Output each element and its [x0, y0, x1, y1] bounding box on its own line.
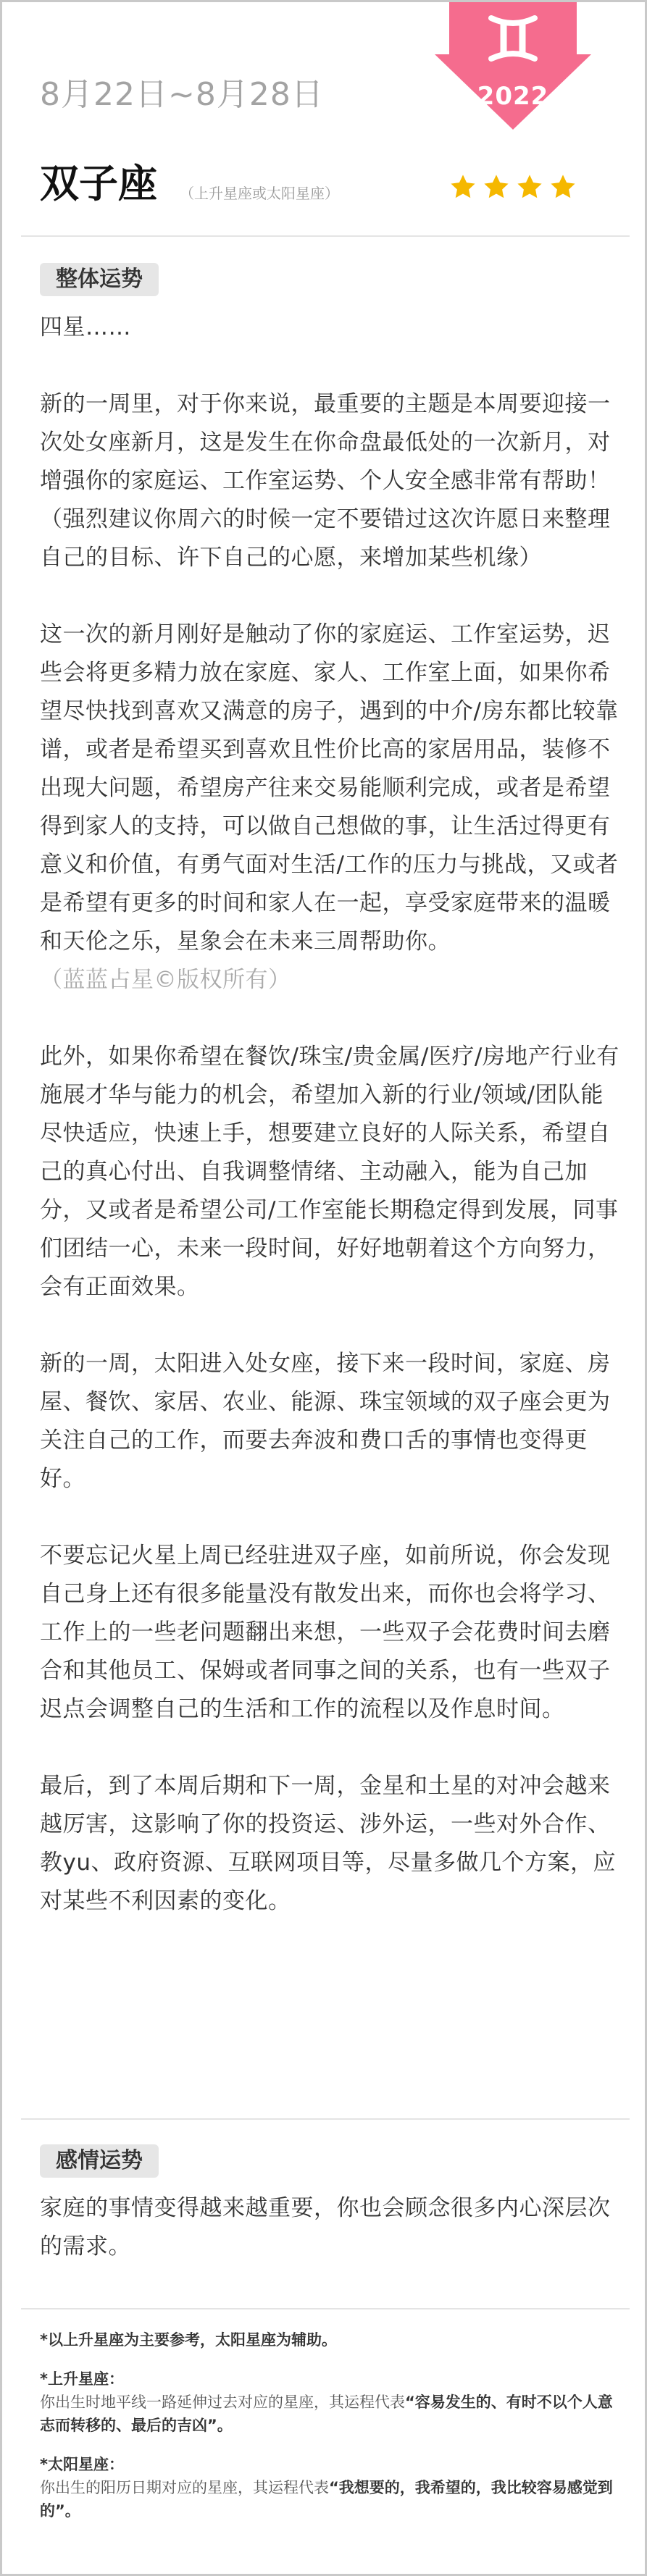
date-range: 8月22日~8月28日: [40, 76, 324, 113]
rating-stars: [449, 173, 577, 201]
sign-subtitle: （上升星座或太阳星座）: [180, 185, 339, 202]
header-divider: [21, 235, 630, 237]
overall-paragraph-1: 新的一周里，对于你来说，最重要的主题是本周要迎接一次处女座新月，这是发生在你命盘最低处的一次新月，对增强你的家庭运、工作室运势、个人安全感非常有帮助！（强烈建议你周六的时候一定不要错过这次许愿日来整理自己的目标、许下自己的心愿，来增加某些机缘）: [40, 391, 611, 571]
notes: [40, 2328, 619, 2538]
overall-tag: 整体运势: [40, 263, 159, 296]
star-icon: [549, 173, 577, 201]
badge-year: 2022: [477, 82, 549, 111]
ascendant-quote: “容易发生的、有时不以个人意志而转移的、最后的吉凶”。: [40, 2394, 613, 2434]
star-icon: [483, 173, 510, 201]
overall-paragraph-2: 这一次的新月刚好是触动了你的家庭运、工作室运势，迟些会将更多精力放在家庭、家人、工作室上面，如果你希望尽快找到喜欢又满意的房子，遇到的中介/房东都比较靠谱，或者是希望买到喜欢且性价比高的家居用品，装修不出现大问题，希望房产往来交易能顺利完成，或者是希望得到家人的支持，可以做自己想做的事，让生活过得更有意义和价值，有勇气面对生活/工作的压力与挑战，又或者是希望有更多的时间和家人在一起，享受家庭带来的温暖和天伦之乐，星象会在未来三周帮助你。: [40, 621, 619, 955]
gemini-badge: [435, 2, 591, 130]
ascendant-text: 你出生时地平线一路延伸过去对应的星座，其运程代表: [40, 2394, 405, 2411]
love-text: [40, 2189, 619, 2266]
sun-title: *太阳星座：: [40, 2456, 124, 2473]
gemini-icon: [484, 9, 542, 67]
notes-main: *以上升星座为主要参考，太阳星座为辅助。: [40, 2331, 337, 2349]
section-divider: [21, 2118, 630, 2120]
love-paragraph-1: 家庭的事情变得越来越重要，你也会顾念很多内心深层次的需求。: [40, 2195, 611, 2260]
overall-text: [40, 309, 619, 1921]
sun-note: [40, 2453, 619, 2522]
sun-text: 你出生的阳历日期对应的星座，其运程代表: [40, 2479, 329, 2496]
overall-paragraph-3: 此外，如果你希望在餐饮/珠宝/贵金属/医疗/房地产行业有施展才华与能力的机会，希望加入新的行业/领域/团队能尽快适应，快速上手，想要建立良好的人际关系，希望自己的真心付出、自我调整情绪、主动融入，能为自己加分，又或者是希望公司/工作室能长期稳定得到发展，同事们团结一心，未来一段时间，好好地朝着这个方向努力，会有正面效果。: [40, 1044, 619, 1300]
sun-quote: “我想要的，我希望的，我比较容易感觉到的”。: [40, 2479, 613, 2520]
notes-divider: [21, 2308, 630, 2309]
ascendant-note: [40, 2367, 619, 2437]
ascendant-title: *上升星座：: [40, 2370, 124, 2388]
overall-level: 四星……: [40, 314, 131, 340]
star-icon: [516, 173, 543, 201]
overall-paragraph-5: 不要忘记火星上周已经驻进双子座，如前所说，你会发现自己身上还有很多能量没有散发出来，而你也会将学习、工作上的一些老问题翻出来想，一些双子会花费时间去磨合和其他员工、保姆或者同事之间的关系，也有一些双子迟点会调整自己的生活和工作的流程以及作息时间。: [40, 1543, 611, 1722]
copyright-credit: （蓝蓝占星©版权所有）: [40, 967, 291, 993]
star-icon: [449, 173, 477, 201]
overall-paragraph-4: 新的一周，太阳进入处女座，接下来一段时间，家庭、房屋、餐饮、家居、农业、能源、珠宝领域的双子座会更为关注自己的工作，而要去奔波和费口舌的事情也变得更好。: [40, 1351, 611, 1492]
love-tag: 感情运势: [40, 2144, 159, 2178]
sign-title: 双子座: [40, 161, 157, 206]
overall-paragraph-6: 最后，到了本周后期和下一周，金星和土星的对冲会越来越厉害，这影响了你的投资运、涉外运，一些对外合作、教yu、政府资源、互联网项目等，尽量多做几个方案，应对某些不利因素的变化。: [40, 1773, 616, 1914]
